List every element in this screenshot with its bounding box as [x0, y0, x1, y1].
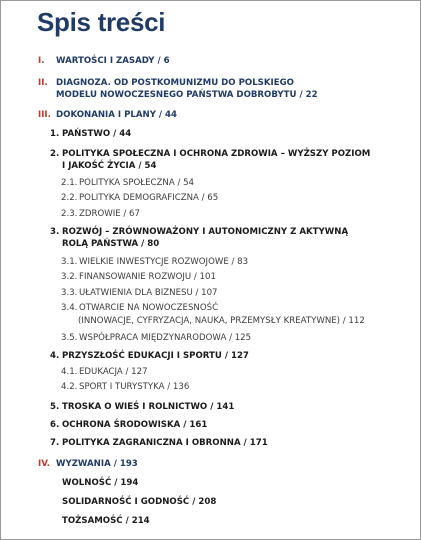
toc-subsection-3-5-title: WSPÓŁPRACA MIĘDZYNARODOWA / 125	[79, 333, 252, 343]
toc-section-4-number: 4.	[50, 351, 60, 361]
toc-subsection-2-1[interactable]	[61, 178, 194, 189]
toc-challenge-freedom-title: WOLNOŚĆ / 194	[62, 478, 139, 488]
toc-challenge-identity-title: TOŻSAMOŚĆ / 214	[62, 516, 150, 526]
toc-part-1-number: I.	[38, 56, 45, 66]
toc-part-3-number: III.	[38, 110, 51, 120]
toc-subsection-3-4-cont[interactable]	[78, 316, 365, 327]
toc-section-5[interactable]	[50, 402, 234, 413]
toc-section-6-title: OCHRONA ŚRODOWISKA / 161	[62, 420, 208, 430]
toc-section-3-number: 3.	[50, 227, 60, 237]
toc-section-4-title: PRZYSZŁOŚĆ EDUKACJI I SPORTU / 127	[62, 351, 249, 361]
toc-section-3-title-line2: ROLĄ PAŃSTWA / 80	[62, 239, 160, 249]
toc-part-2-title-line1: DIAGNOZA. OD POSTKOMUNIZMU DO POLSKIEGO	[56, 78, 294, 88]
toc-subsection-4-1-title: EDUKACJA / 127	[79, 367, 148, 377]
toc-subsection-3-5-number: 3.5.	[61, 333, 78, 343]
toc-part-2-cont[interactable]	[56, 90, 318, 101]
toc-subsection-3-2[interactable]	[61, 272, 216, 283]
toc-subsection-3-4-title-line1: OTWARCIE NA NOWOCZESNOŚĆ	[79, 303, 219, 313]
toc-section-3-title-line1: ROZWÓJ – ZRÓWNOWAŻONY I AUTONOMICZNY Z AKTYWNĄ	[62, 227, 349, 237]
toc-section-3-cont[interactable]	[62, 239, 159, 250]
toc-subsection-2-3[interactable]	[61, 209, 140, 220]
toc-challenge-solidarity[interactable]	[62, 497, 216, 508]
toc-section-2-number: 2.	[50, 149, 60, 159]
toc-part-2[interactable]	[38, 78, 294, 89]
toc-part-4[interactable]	[38, 459, 138, 470]
toc-part-1[interactable]	[38, 56, 170, 67]
toc-part-3[interactable]	[38, 110, 177, 121]
toc-part-2-number: II.	[38, 78, 48, 88]
toc-section-1-number: 1.	[50, 129, 60, 139]
toc-subsection-4-2-number: 4.2.	[61, 382, 78, 392]
toc-part-4-number: IV.	[38, 459, 51, 469]
toc-subsection-4-2-title: SPORT I TURYSTYKA / 136	[79, 382, 190, 392]
toc-section-1[interactable]	[50, 129, 131, 140]
page-title: Spis treści	[37, 7, 166, 37]
toc-section-4[interactable]	[50, 351, 249, 362]
toc-subsection-3-1[interactable]	[61, 257, 248, 268]
toc-section-5-number: 5.	[50, 402, 60, 412]
toc-subsection-2-3-number: 2.3.	[61, 209, 78, 219]
toc-subsection-3-2-number: 3.2.	[61, 272, 78, 282]
toc-subsection-3-1-number: 3.1.	[61, 257, 78, 267]
toc-section-2-cont[interactable]	[62, 161, 157, 172]
toc-subsection-3-3-title: UŁATWIENIA DLA BIZNESU / 107	[79, 288, 218, 298]
toc-subsection-2-1-number: 2.1.	[61, 178, 78, 188]
toc-challenge-solidarity-title: SOLIDARNOŚĆ I GODNOŚĆ / 208	[62, 497, 217, 507]
toc-section-7-title: POLITYKA ZAGRANICZNA I OBRONNA / 171	[62, 438, 268, 448]
toc-section-5-title: TROSKA O WIEŚ I ROLNICTWO / 141	[62, 402, 235, 412]
toc-subsection-2-2-number: 2.2.	[61, 193, 78, 203]
toc-subsection-2-2[interactable]	[61, 193, 218, 204]
toc-subsection-3-4-title-line2: (INNOWACJE, CYFRYZACJA, NAUKA, PRZEMYSŁY KREATYWNE) / 112	[78, 316, 365, 326]
toc-part-1-title: WARTOŚCI I ZASADY / 6	[56, 56, 170, 66]
toc-subsection-3-3-number: 3.3.	[61, 288, 78, 298]
toc-section-2[interactable]	[50, 149, 370, 160]
toc-part-2-title-line2: MODELU NOWOCZESNEGO PAŃSTWA DOBROBYTU / 22	[56, 90, 318, 100]
toc-section-7[interactable]	[50, 438, 268, 449]
toc-challenge-identity[interactable]	[62, 516, 150, 527]
toc-subsection-4-1[interactable]	[61, 367, 148, 378]
toc-section-6-number: 6.	[50, 420, 60, 430]
toc-subsection-3-5[interactable]	[61, 333, 251, 344]
toc-part-4-title: WYZWANIA / 193	[56, 459, 138, 469]
toc-subsection-2-2-title: POLITYKA DEMOGRAFICZNA / 65	[79, 193, 219, 203]
toc-subsection-2-1-title: POLITYKA SPOŁECZNA / 54	[79, 178, 195, 188]
toc-subsection-3-1-title: WIELKIE INWESTYCJE ROZWOJOWE / 83	[79, 257, 249, 267]
toc-section-6[interactable]	[50, 420, 207, 431]
toc-subsection-3-4-number: 3.4.	[61, 303, 78, 313]
toc-subsection-4-1-number: 4.1.	[61, 367, 78, 377]
toc-subsection-2-3-title: ZDROWIE / 67	[79, 209, 140, 219]
toc-challenge-freedom[interactable]	[62, 478, 138, 489]
toc-section-3[interactable]	[50, 227, 348, 238]
toc-section-2-title-line1: POLITYKA SPOŁECZNA I OCHRONA ZDROWIA – WYŻSZY POZIOM	[62, 149, 371, 159]
toc-part-3-title: DOKONANIA I PLANY / 44	[56, 110, 178, 120]
toc-section-1-title: PAŃSTWO / 44	[62, 129, 132, 139]
toc-section-2-title-line2: I JAKOŚĆ ŻYCIA / 54	[62, 161, 157, 171]
toc-subsection-3-3[interactable]	[61, 288, 218, 299]
toc-subsection-3-2-title: FINANSOWANIE ROZWOJU / 101	[79, 272, 216, 282]
toc-subsection-4-2[interactable]	[61, 382, 189, 393]
toc-subsection-3-4[interactable]	[61, 303, 218, 314]
toc-section-7-number: 7.	[50, 438, 60, 448]
